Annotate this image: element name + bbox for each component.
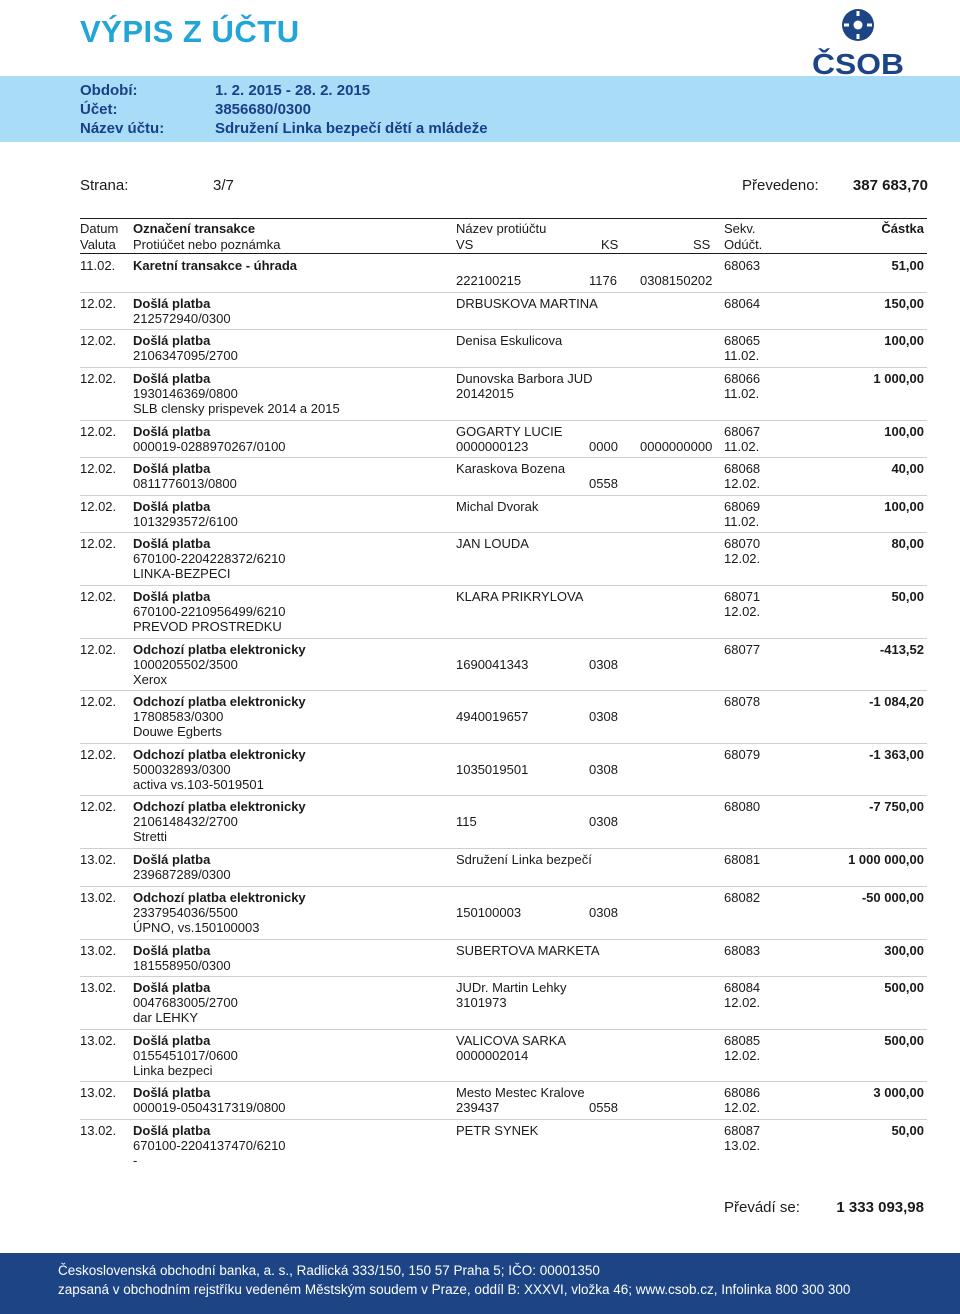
- col-protiucet: Protiúčet nebo poznámka: [133, 237, 281, 252]
- account-name-label: Název účtu:: [80, 120, 165, 137]
- transaction-note: 1930146369/0800: [133, 386, 238, 401]
- row-separator: [80, 939, 927, 940]
- counterparty-name: DRBUSKOVA MARTINA: [456, 296, 598, 311]
- sequence-number: 68087: [724, 1123, 761, 1138]
- transaction-amount: 500,00: [884, 980, 924, 995]
- row-separator: [80, 367, 927, 368]
- constant-symbol: 0000: [589, 439, 618, 454]
- constant-symbol: 1176: [589, 273, 617, 288]
- transaction-amount: 50,00: [891, 589, 924, 604]
- sequence-number: 68081: [724, 852, 761, 867]
- transaction-type: Došlá platba: [133, 852, 211, 867]
- transaction-note: Linka bezpeci: [133, 1063, 213, 1078]
- col-ks: KS: [601, 237, 619, 252]
- constant-symbol: 0558: [589, 1100, 618, 1115]
- transaction-date: 12.02.: [80, 333, 117, 348]
- account-info-band: [0, 76, 960, 142]
- transaction-date: 12.02.: [80, 371, 117, 386]
- row-separator: [80, 638, 927, 639]
- col-oduct: Odúčt.: [724, 237, 763, 252]
- period-label: Období:: [80, 82, 138, 99]
- sequence-number: 68069: [724, 499, 761, 514]
- row-separator: [80, 585, 927, 586]
- counterparty-name: Mesto Mestec Kralove: [456, 1085, 585, 1100]
- posting-date: 12.02.: [724, 995, 761, 1010]
- transaction-date: 12.02.: [80, 296, 117, 311]
- counterparty-name: VALICOVA SARKA: [456, 1033, 567, 1048]
- transaction-note: Douwe Egberts: [133, 724, 222, 739]
- transaction-amount: -413,52: [879, 642, 924, 657]
- sequence-number: 68065: [724, 333, 761, 348]
- transaction-type: Odchozí platba elektronicky: [133, 747, 306, 762]
- transaction-amount: 51,00: [891, 258, 924, 273]
- transaction-note: 000019-0288970267/0100: [133, 439, 286, 454]
- transaction-note: 1013293572/6100: [133, 514, 238, 529]
- row-separator: [80, 457, 927, 458]
- counterparty-name: KLARA PRIKRYLOVA: [456, 589, 584, 604]
- sequence-number: 68086: [724, 1085, 761, 1100]
- constant-symbol: 0308: [589, 905, 618, 920]
- transaction-note: 212572940/0300: [133, 311, 231, 326]
- counterparty-name: Michal Dvorak: [456, 499, 539, 514]
- counterparty-name: GOGARTY LUCIE: [456, 424, 563, 439]
- variable-symbol: 0000002014: [456, 1048, 529, 1063]
- sequence-number: 68068: [724, 461, 761, 476]
- transaction-amount: 3 000,00: [873, 1085, 924, 1100]
- transaction-note: -: [133, 1153, 138, 1168]
- transaction-type: Došlá platba: [133, 1085, 211, 1100]
- transaction-note: 670100-2210956499/6210: [133, 604, 286, 619]
- transaction-type: Odchozí platba elektronicky: [133, 799, 306, 814]
- transaction-type: Došlá platba: [133, 296, 211, 311]
- header-top-rule: [80, 218, 927, 219]
- col-datum: Datum: [80, 221, 119, 236]
- row-separator: [80, 1029, 927, 1030]
- transaction-note: 181558950/0300: [133, 958, 231, 973]
- col-ss: SS: [693, 237, 711, 252]
- transaction-type: Odchozí platba elektronicky: [133, 890, 306, 905]
- col-oznaceni: Označení transakce: [133, 221, 256, 236]
- transaction-note: 2337954036/5500: [133, 905, 238, 920]
- document-title: VÝPIS Z ÚČTU: [80, 14, 300, 49]
- transaction-type: Karetní transakce - úhrada: [133, 258, 298, 273]
- sequence-number: 68064: [724, 296, 761, 311]
- transaction-note: SLB clensky prispevek 2014 a 2015: [133, 401, 340, 416]
- row-separator: [80, 1119, 927, 1120]
- sequence-number: 68084: [724, 980, 761, 995]
- constant-symbol: 0308: [589, 814, 618, 829]
- account-name-value: Sdružení Linka bezpečí dětí a mládeže: [215, 120, 488, 137]
- sequence-number: 68082: [724, 890, 761, 905]
- variable-symbol: 0000000123: [456, 439, 529, 454]
- col-sekv: Sekv.: [724, 221, 756, 236]
- posting-date: 11.02.: [724, 439, 760, 454]
- transaction-date: 12.02.: [80, 642, 117, 657]
- page-number: 3/7: [213, 177, 234, 194]
- transaction-date: 12.02.: [80, 799, 117, 814]
- carry-forward-value: 1 333 093,98: [836, 1199, 924, 1216]
- counterparty-name: Dunovska Barbora JUD: [456, 371, 593, 386]
- posting-date: 11.02.: [724, 514, 760, 529]
- row-separator: [80, 495, 927, 496]
- header-bottom-rule: [80, 253, 927, 254]
- transaction-note: LINKA-BEZPECI: [133, 566, 231, 581]
- transaction-type: Došlá platba: [133, 980, 211, 995]
- col-nazev: Název protiúčtu: [456, 221, 547, 236]
- transaction-date: 12.02.: [80, 536, 117, 551]
- transaction-note: 0155451017/0600: [133, 1048, 238, 1063]
- posting-date: 12.02.: [724, 1100, 761, 1115]
- transaction-type: Došlá platba: [133, 371, 211, 386]
- posting-date: 12.02.: [724, 551, 761, 566]
- sequence-number: 68078: [724, 694, 761, 709]
- transaction-type: Došlá platba: [133, 589, 211, 604]
- posting-date: 11.02.: [724, 348, 760, 363]
- transaction-amount: -50 000,00: [861, 890, 924, 905]
- transaction-note: 000019-0504317319/0800: [133, 1100, 286, 1115]
- transaction-amount: -7 750,00: [869, 799, 924, 814]
- transaction-amount: 150,00: [884, 296, 924, 311]
- transaction-type: Došlá platba: [133, 424, 211, 439]
- transaction-amount: -1 363,00: [869, 747, 924, 762]
- transaction-date: 12.02.: [80, 694, 117, 709]
- row-separator: [80, 690, 927, 691]
- posting-date: 12.02.: [724, 476, 761, 491]
- sequence-number: 68063: [724, 258, 761, 273]
- counterparty-name: SUBERTOVA MARKETA: [456, 943, 600, 958]
- row-separator: [80, 532, 927, 533]
- counterparty-name: PETR SYNEK: [456, 1123, 539, 1138]
- transaction-note: ÚPNO, vs.150100003: [133, 920, 260, 935]
- sequence-number: 68080: [724, 799, 761, 814]
- row-separator: [80, 743, 927, 744]
- transaction-amount: 1 000,00: [873, 371, 924, 386]
- transaction-type: Došlá platba: [133, 536, 211, 551]
- col-valuta: Valuta: [80, 237, 116, 252]
- transaction-type: Došlá platba: [133, 461, 211, 476]
- row-separator: [80, 848, 927, 849]
- transaction-date: 12.02.: [80, 589, 117, 604]
- transaction-type: Odchozí platba elektronicky: [133, 694, 306, 709]
- variable-symbol: 222100215: [456, 273, 522, 288]
- sequence-number: 68085: [724, 1033, 761, 1048]
- transaction-date: 12.02.: [80, 499, 117, 514]
- constant-symbol: 0558: [589, 476, 618, 491]
- carried-over-label: Převedeno:: [742, 177, 819, 194]
- transaction-note: 2106347095/2700: [133, 348, 238, 363]
- transaction-note: 239687289/0300: [133, 867, 231, 882]
- sequence-number: 68067: [724, 424, 761, 439]
- constant-symbol: 0308: [589, 762, 618, 777]
- variable-symbol: 3101973: [456, 995, 507, 1010]
- transaction-note: 2106148432/2700: [133, 814, 238, 829]
- transaction-amount: 80,00: [891, 536, 924, 551]
- sequence-number: 68070: [724, 536, 761, 551]
- posting-date: 13.02.: [724, 1138, 761, 1153]
- counterparty-name: Sdružení Linka bezpečí: [456, 852, 592, 867]
- posting-date: 11.02.: [724, 386, 760, 401]
- transaction-date: 13.02.: [80, 1033, 117, 1048]
- transaction-amount: 300,00: [884, 943, 924, 958]
- transaction-amount: 100,00: [884, 333, 924, 348]
- row-separator: [80, 292, 927, 293]
- page-label: Strana:: [80, 177, 129, 194]
- variable-symbol: 115: [456, 814, 477, 829]
- row-separator: [80, 795, 927, 796]
- transaction-date: 12.02.: [80, 424, 117, 439]
- col-castka: Částka: [881, 221, 924, 236]
- transaction-type: Došlá platba: [133, 333, 211, 348]
- transaction-amount: 40,00: [891, 461, 924, 476]
- transaction-amount: 500,00: [884, 1033, 924, 1048]
- period-value: 1. 2. 2015 - 28. 2. 2015: [215, 82, 371, 99]
- transaction-note: Stretti: [133, 829, 167, 844]
- carried-over-value: 387 683,70: [852, 177, 928, 194]
- counterparty-name: JAN LOUDA: [456, 536, 529, 551]
- row-separator: [80, 420, 927, 421]
- transaction-note: activa vs.103-5019501: [133, 777, 264, 792]
- transaction-date: 13.02.: [80, 980, 117, 995]
- row-separator: [80, 1081, 927, 1082]
- transaction-amount: 100,00: [884, 499, 924, 514]
- constant-symbol: 0308: [589, 709, 618, 724]
- transaction-date: 13.02.: [80, 943, 117, 958]
- footer-line-1: Československá obchodní banka, a. s., Radlická 333/150, 150 57 Praha 5; IČO: 00001350: [58, 1263, 600, 1278]
- row-separator: [80, 886, 927, 887]
- transaction-note: 670100-2204137470/6210: [133, 1138, 286, 1153]
- transaction-type: Došlá platba: [133, 1033, 211, 1048]
- transaction-type: Došlá platba: [133, 943, 211, 958]
- transaction-date: 13.02.: [80, 1085, 117, 1100]
- constant-symbol: 0308: [589, 657, 618, 672]
- transaction-amount: -1 084,20: [869, 694, 924, 709]
- sequence-number: 68077: [724, 642, 761, 657]
- account-label: Účet:: [80, 101, 118, 118]
- transaction-date: 11.02.: [80, 258, 116, 273]
- transaction-note: 670100-2204228372/6210: [133, 551, 286, 566]
- row-separator: [80, 329, 927, 330]
- logo-text: ČSOB: [812, 49, 896, 78]
- transaction-note: 500032893/0300: [133, 762, 231, 777]
- transaction-amount: 100,00: [884, 424, 924, 439]
- row-separator: [80, 976, 927, 977]
- transaction-note: dar LEHKY: [133, 1010, 199, 1025]
- posting-date: 12.02.: [724, 604, 761, 619]
- transaction-amount: 1 000 000,00: [848, 852, 924, 867]
- counterparty-name: Karaskova Bozena: [456, 461, 566, 476]
- carry-forward-label: Převádí se:: [724, 1199, 800, 1216]
- specific-symbol: 0000000000: [640, 439, 713, 454]
- transaction-note: Xerox: [133, 672, 167, 687]
- variable-symbol: 150100003: [456, 905, 522, 920]
- transaction-note: 0811776013/0800: [133, 476, 237, 491]
- transaction-note: 0047683005/2700: [133, 995, 238, 1010]
- counterparty-name: Denisa Eskulicova: [456, 333, 563, 348]
- variable-symbol: 1035019501: [456, 762, 529, 777]
- col-vs: VS: [456, 237, 474, 252]
- transaction-date: 12.02.: [80, 461, 117, 476]
- transaction-note: PREVOD PROSTREDKU: [133, 619, 282, 634]
- specific-symbol: 0308150202: [640, 273, 713, 288]
- transaction-note: 1000205502/3500: [133, 657, 238, 672]
- sequence-number: 68083: [724, 943, 761, 958]
- bank-footer: [0, 1253, 960, 1314]
- csob-logo: [810, 6, 906, 78]
- counterparty-name: JUDr. Martin Lehky: [456, 980, 567, 995]
- posting-date: 12.02.: [724, 1048, 761, 1063]
- account-value: 3856680/0300: [215, 101, 311, 118]
- transaction-date: 13.02.: [80, 1123, 117, 1138]
- transaction-note: 17808583/0300: [133, 709, 224, 724]
- transaction-type: Došlá platba: [133, 1123, 211, 1138]
- transaction-amount: 50,00: [891, 1123, 924, 1138]
- variable-symbol: 4940019657: [456, 709, 529, 724]
- transaction-date: 13.02.: [80, 890, 117, 905]
- transaction-type: Došlá platba: [133, 499, 211, 514]
- transaction-type: Odchozí platba elektronicky: [133, 642, 306, 657]
- transaction-date: 12.02.: [80, 747, 117, 762]
- sequence-number: 68071: [724, 589, 761, 604]
- transaction-date: 13.02.: [80, 852, 117, 867]
- variable-symbol: 239437: [456, 1100, 500, 1115]
- variable-symbol: 1690041343: [456, 657, 529, 672]
- variable-symbol: 20142015: [456, 386, 514, 401]
- sequence-number: 68079: [724, 747, 761, 762]
- footer-line-2: zapsaná v obchodním rejstříku vedeném Městským soudem v Praze, oddíl B: XXXVI, vložka 46; www.csob.cz, Infolinka 800 300 300: [58, 1282, 851, 1297]
- sequence-number: 68066: [724, 371, 761, 386]
